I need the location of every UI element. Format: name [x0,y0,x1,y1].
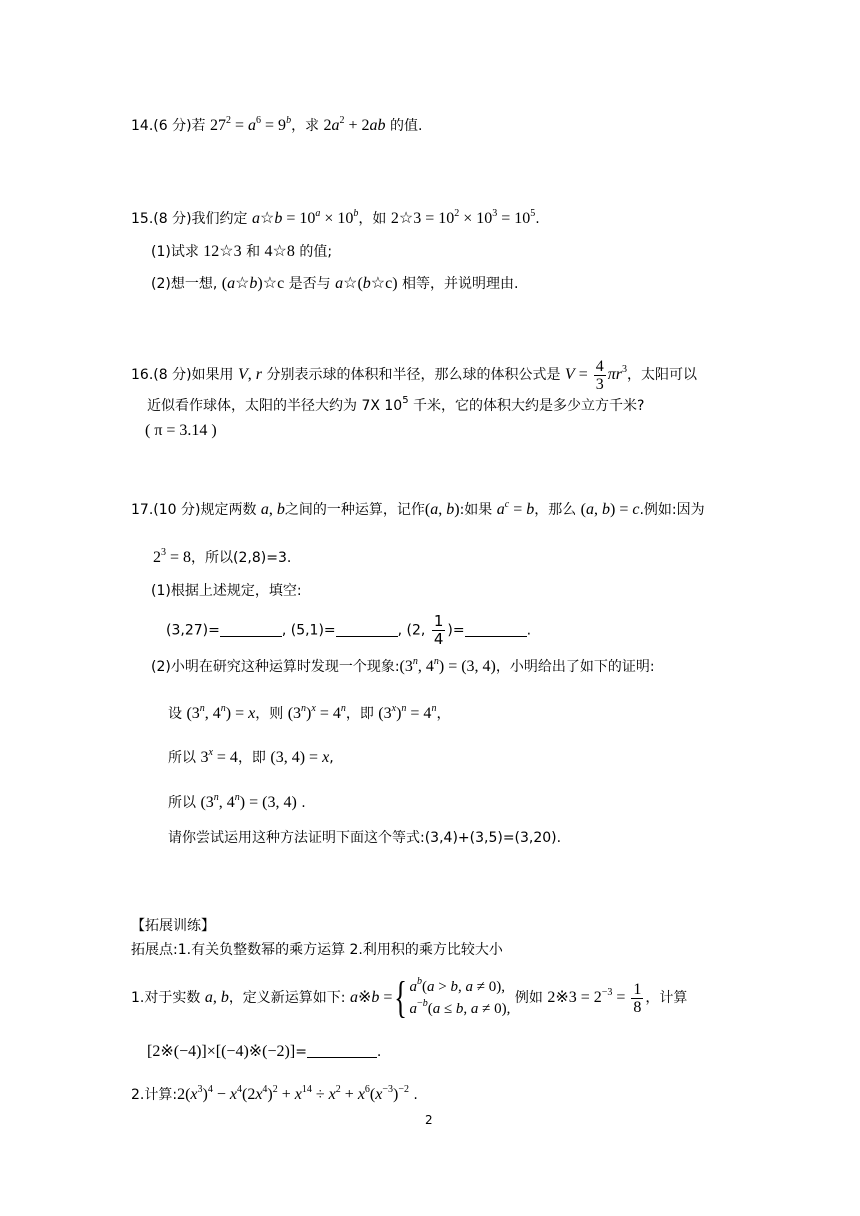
q15-s2c: 相等，并说明理由. [397,276,519,292]
q14-tail: 的值. [385,118,423,134]
q15-s2-math2: a☆(b☆c) [335,275,398,292]
q16-line2 [147,396,644,416]
ext-q1b: ，定义新运算如下: [228,990,350,1006]
q16-mid: 分别表示球的体积和半径，那么球的体积公式是 [262,367,565,384]
q17-sub2: (2)小明在研究这种运算时发现一个现象:(3$^n$, $4^n) = (3$, 4)，小明给出了如下的证明: [151,656,655,675]
q17-p2b: ，即 [237,750,271,766]
left-brace: { [394,973,408,1022]
ext-q1e: = [295,1044,307,1060]
q17-f3: , (2, [397,622,430,639]
q17-f5: . [526,622,532,639]
q16-tail: ，太阳可以 [626,367,697,384]
ext-q2-line [131,1085,418,1105]
ext-q1-expr: [2※(−4)]×[(−4)※(−2)]= . [147,1043,382,1060]
q17-line1: 17.(10 分)规定两数 a, b之间的一种运算，记作(a, b):如果 $a^c = b$，那么 (a, b) = c.例如:因为 [131,499,705,518]
ext-q2b: . [408,1087,418,1103]
q17-p2c: , [329,750,334,766]
ext-q1-cases: $a^b(a > b$, a ≠ 0), $a^{-b}(a \le b$, a ≠ 0), [409,976,511,1017]
q17-p3a: 所以 [168,795,201,811]
ext-q1a: 1.对于实数 [131,990,205,1006]
q15-sub1 [151,242,332,262]
q17-f1: (3,27)= [166,622,220,639]
q17-sub1: (1)根据上述规定，填空: [151,583,302,599]
q17-p1d: ， [436,706,451,722]
q17-p2a: 所以 [168,750,201,766]
q17-proof-4: 请你尝试运用这种方法证明下面这个等式:(3,4)+(3,5)=(3,20). [168,830,562,846]
q15-line: 15.(8 分)我们约定 a☆b = $10^a \times 10^b$，如 2☆3 = $10^2 \times 10^3 = 10^5$. [131,208,540,227]
q17-p1c: ，即 [345,706,379,722]
q17-c: ，那么 [534,502,581,518]
q17-d: .例如:因为 [639,502,705,518]
page-number: 2 [425,1113,433,1127]
answer-blank-2[interactable] [336,622,398,637]
q15-example: 2☆3 = $10^2 \times 10^3 = 10^5$ [390,208,536,227]
q16-formula: V = $\frac{4}{3}$ $\pi r^3$ [564,358,627,393]
q15-lead: 15.(8 分)我们约定 [131,211,252,227]
ext-q2a: 2.计算: [131,1087,178,1103]
ext-q1f: . [376,1044,382,1060]
q15-s1c: 的值; [294,244,333,260]
q17-f4: )= [447,622,465,639]
q17-p3b: . [296,795,306,811]
q14-lead: 14.(6 分)若 [131,118,210,134]
ext-q1c: 例如 [510,990,548,1006]
ext-q1-line: 1.对于实数 a, b，定义新运算如下: a※b ={ $a^b(a > b$, a ≠ 0), $a^{-b}(a \le b$, a ≠ 0), 例如 2※3 = $2^{-3}$ = $\frac{1}{8}$ ，计算 [131,973,688,1022]
q16-line1: 16.(8 分)如果用 V, r 分别表示球的体积和半径，那么球的体积公式是 V = $\frac{4}{3}$ $\pi r^3$，太阳可以 [131,358,697,393]
q16-line2-text: 近似看作球体，太阳的半径大约为 7X 10 [147,398,403,414]
ext-points: 拓展点:1.有关负整数幂的乘方运算 2.利用积的乘方比较大小 [131,942,503,958]
q16-pi: ( π = 3.14 ) [145,422,217,439]
q16-vars: V [238,366,248,384]
q15-s2b: 是否与 [284,276,336,292]
answer-blank-1[interactable] [220,622,282,637]
q17-s2b: ，小明给出了如下的证明: [495,659,655,675]
q17-f2: , (5,1)= [281,622,336,639]
q14-line: 14.(6 分)若 $27^2 = a^6 = 9^b$，求 $2a^2 + 2ab$ 的值. [131,115,423,134]
answer-blank-3[interactable] [465,622,527,637]
q17-proof-2: 所以 $3^x = 4$，即 (3, 4) = x, [168,747,334,766]
q15-sub2 [151,274,518,294]
q17-fill-line [166,613,531,648]
q15-s1-math1: 12☆3 [203,243,242,260]
ext-q1d: ，计算 [645,990,688,1006]
q17-s2a: (2)小明在研究这种运算时发现一个现象: [151,659,400,675]
q15-mid: ，如 [358,211,391,227]
answer-blank-4[interactable] [307,1043,377,1058]
q17-lead: 17.(10 分)规定两数 [131,502,261,518]
q16-lead: 16.(8 分)如果用 [131,367,238,384]
q15-s1b: 和 [241,244,265,260]
q15-s1-math2: 4☆8 [264,243,295,260]
q16-line2-tail: 千米，它的体积大约是多少立方千米? [408,398,645,414]
q17-proof-3: 所以 (3$^n$, $4^n) = (3$, 4) . [168,792,306,811]
q14-math-2: $2a^2 + 2ab$ [323,115,386,134]
q17-fraction: $\frac{1}{4}$ [433,612,444,648]
q17-a: 之间的一种运算，记作 [284,502,425,518]
q17-proof-1: 设 (3$^n$, $4^n) = x$，则 $(3^n)^x = 4^n$，即 $(3^x)^n = 4^n$， [168,703,451,722]
q14-math-1: $27^2 = a^6 = 9^b$ [210,115,292,134]
q15-def: a☆b = $10^a \times 10^b$ [252,208,359,227]
q15-s2a: (2)想一想, [151,276,222,292]
q15-s1a: (1)试求 [151,244,204,260]
ext-q2-math: $2(x^3)^4 - x^4(2x^4)^2 + x^{14} \div x^2 + x^6(x^{-3})^{-2}$ [177,1084,409,1103]
q16-exp: 5 [402,395,409,406]
q17-p1b: ，则 [255,706,288,722]
q17-p1a: 设 [168,706,187,722]
q17-line2-tail: ，所以(2,8)=3. [191,550,292,566]
ext-title: 【拓展训练】 [131,918,215,934]
q17-b: :如果 [459,502,497,518]
q17-line2: $2^3 = 8$，所以(2,8)=3. [153,547,292,566]
q15-s2-math1: (a☆b)☆c [221,275,285,292]
